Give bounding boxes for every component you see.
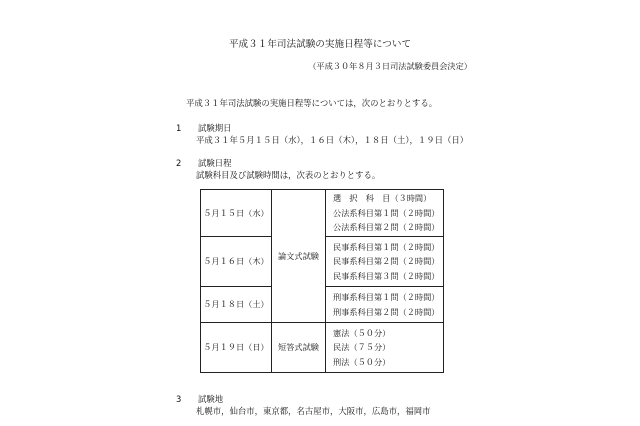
subject-line: 公法系科目第１問（２時間）	[333, 207, 440, 218]
table-row	[201, 190, 444, 237]
subject-line: 選 択 科 目（３時間）	[333, 193, 432, 204]
exam-locations-text: 札幌市，仙台市，東京都，名古屋市，大阪市，広島市，福岡市	[196, 406, 431, 416]
subject-line: 民事系科目第２問（２時間）	[333, 256, 440, 267]
date-cell: ５月１８日（土）	[201, 287, 272, 323]
exam-type-cell: 論文式試験	[272, 190, 326, 323]
section-number: 1	[176, 123, 182, 133]
date-cell: ５月１６日（木）	[201, 237, 272, 287]
schedule-intro-text: 試験科目及び試験時間は，次表のとおりとする。	[196, 170, 381, 180]
subject-line: 刑事系科目第２問（２時間）	[333, 306, 440, 317]
section-number: 2	[176, 158, 182, 168]
subjects-cell	[326, 190, 444, 237]
intro-text: 平成３１年司法試験の実施日程等については，次のとおりとする。	[186, 98, 438, 108]
section-title: 試験地	[198, 394, 224, 404]
section-number: 3	[176, 394, 182, 404]
table-row	[201, 323, 444, 373]
section-title: 試験日程	[198, 158, 232, 168]
subject-line: 民事系科目第３問（２時間）	[333, 270, 440, 281]
subjects-cell	[326, 287, 444, 323]
subject-line: 民法（７５分）	[333, 342, 391, 353]
exam-type-cell: 短答式試験	[272, 323, 326, 373]
section-3-heading	[176, 393, 223, 405]
subject-line: 刑事系科目第１問（２時間）	[333, 291, 440, 302]
subject-line: 憲法（５０分）	[333, 327, 391, 338]
subjects-cell	[326, 237, 444, 287]
date-cell: ５月１５日（水）	[201, 190, 272, 237]
section-title: 試験期日	[198, 123, 232, 133]
subject-line: 刑法（５０分）	[333, 356, 391, 367]
section-1-heading	[176, 122, 232, 134]
subject-line: 公法系科目第２問（２時間）	[333, 222, 440, 233]
section-2-heading	[176, 157, 232, 169]
subject-line: 民事系科目第１問（２時間）	[333, 241, 440, 252]
decision-note: （平成３０年８月３日司法試験委員会決定）	[308, 61, 472, 71]
exam-dates-text: 平成３１年５月１５日（水），１６日（木），１８日（土），１９日（日）	[196, 135, 469, 145]
document-title: 平成３１年司法試験の実施日程等について	[228, 39, 412, 50]
exam-schedule-table	[200, 189, 444, 373]
date-cell: ５月１９日（日）	[201, 323, 272, 373]
subjects-cell	[326, 323, 444, 373]
